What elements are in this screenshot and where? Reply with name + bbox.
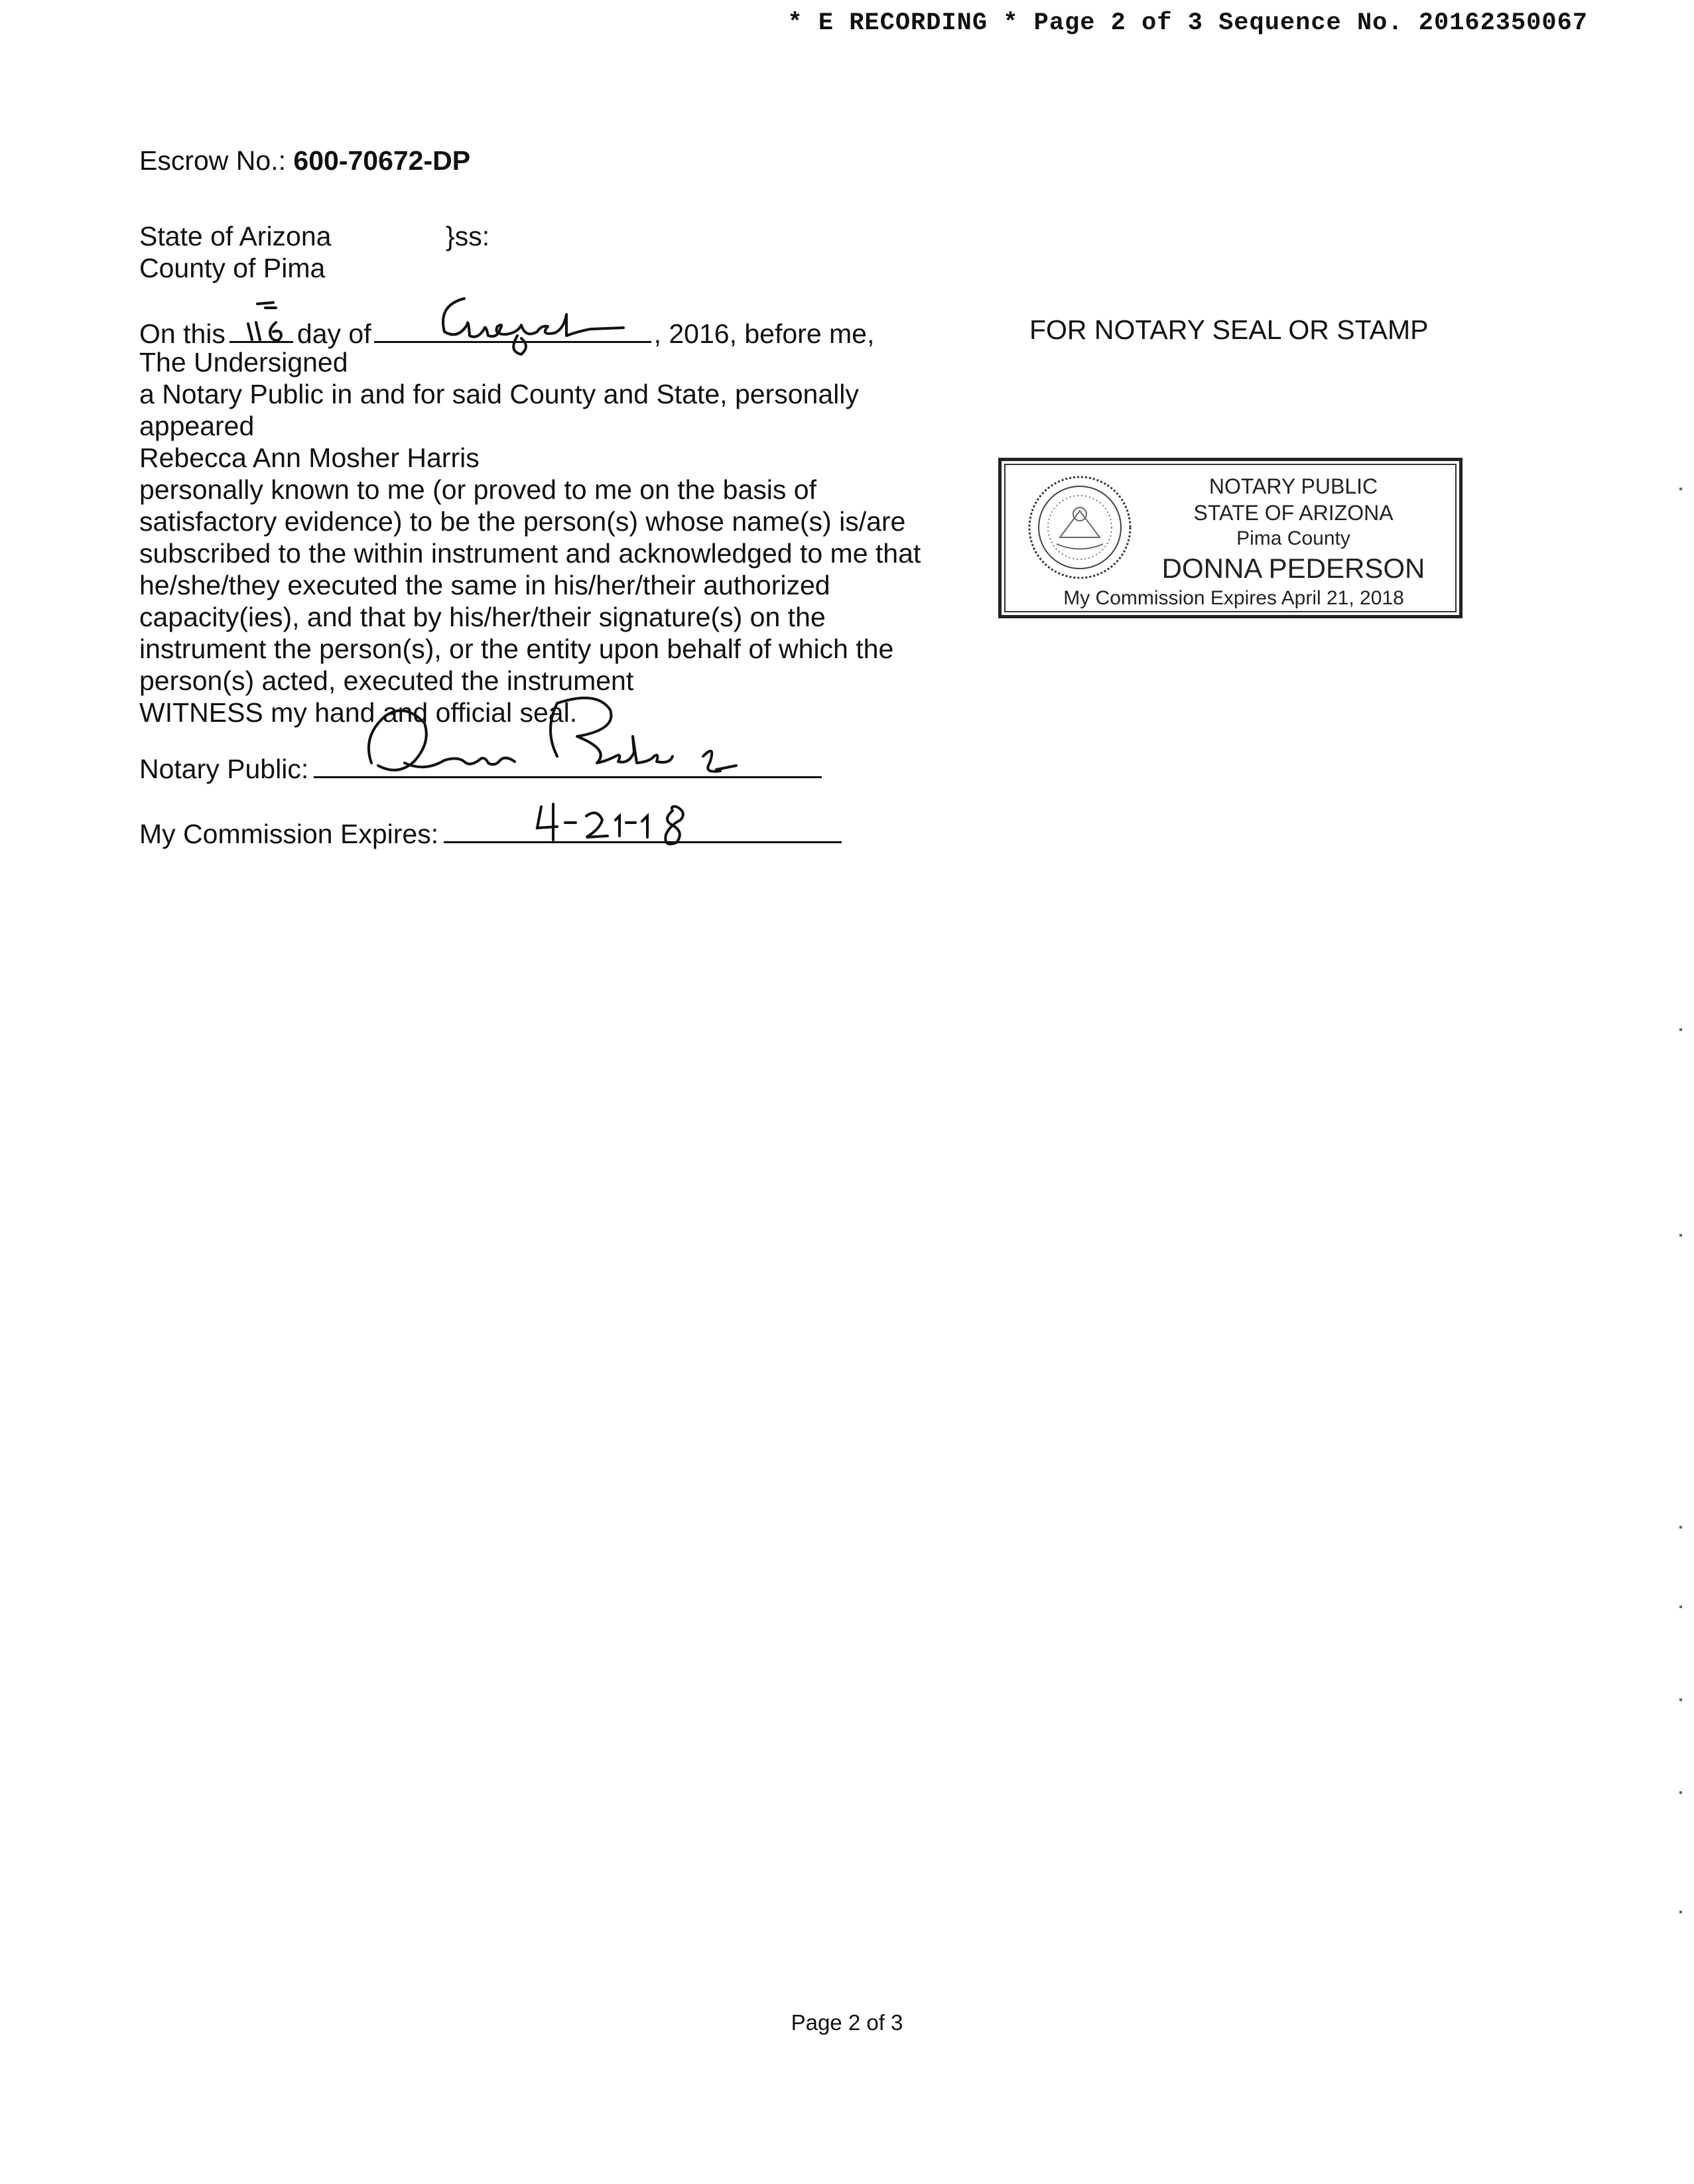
county-line: County of Pima — [139, 253, 326, 283]
para-line: appeared — [139, 411, 255, 441]
acknowledgment-paragraph — [139, 378, 982, 728]
scan-speck — [1679, 1791, 1682, 1794]
para-line: Rebecca Ann Mosher Harris — [139, 443, 480, 473]
para-line: he/she/they executed the same in his/her/their authorized — [139, 570, 830, 600]
stamp-county: Pima County — [1236, 527, 1350, 549]
handwritten-day — [239, 285, 298, 345]
scan-speck — [1679, 1028, 1682, 1031]
scan-speck — [1679, 1911, 1682, 1913]
para-line: satisfactory evidence) to be the person(s) whose name(s) is/are — [139, 506, 906, 537]
commission-expires-line — [139, 815, 842, 850]
ss-mark: }ss: — [446, 221, 490, 251]
state-seal-icon — [1027, 474, 1133, 580]
escrow-number-line — [139, 145, 470, 176]
year-before-me-text: , 2016, before me, — [653, 318, 875, 349]
commission-expires-label: My Commission Expires: — [139, 819, 439, 849]
handwritten-notary-signature — [358, 683, 796, 796]
para-line: subscribed to the within instrument and acknowledged to me that — [139, 538, 921, 569]
scan-speck — [1679, 1526, 1682, 1529]
handwritten-month — [424, 285, 650, 358]
para-line: personally known to me (or proved to me on the basis of — [139, 474, 816, 505]
seal-heading: FOR NOTARY SEAL OR STAMP — [1029, 314, 1429, 345]
para-line: a Notary Public in and for said County and State, personally — [139, 379, 859, 409]
scan-speck — [1679, 1698, 1682, 1701]
notary-public-label: Notary Public: — [139, 754, 309, 784]
scan-speck — [1679, 488, 1682, 490]
on-this-text: On this — [139, 318, 226, 349]
para-line: WITNESS my hand and official seal. — [139, 697, 578, 728]
stamp-notary-name: DONNA PEDERSON — [1161, 553, 1425, 584]
escrow-label: Escrow No.: — [139, 145, 286, 176]
escrow-number: 600-70672-DP — [293, 145, 471, 176]
undersigned-line: The Undersigned — [139, 347, 348, 377]
stamp-expiration: My Commission Expires April 21, 2018 — [1063, 587, 1404, 609]
scan-speck — [1679, 1605, 1682, 1608]
recording-header: * E RECORDING * Page 2 of 3 Sequence No. 20162350067 — [787, 9, 1588, 37]
stamp-state: STATE OF ARIZONA — [1193, 501, 1394, 525]
state-line: State of Arizona — [139, 221, 332, 251]
para-line: instrument the person(s), or the entity upon behalf of which the — [139, 634, 894, 664]
day-of-text: day of — [296, 318, 371, 349]
para-line: person(s) acted, executed the instrument — [139, 665, 634, 696]
page-number-footer: Page 2 of 3 — [791, 2010, 903, 2035]
notary-stamp — [998, 458, 1463, 618]
handwritten-expiration — [531, 793, 730, 853]
para-line: capacity(ies), and that by his/her/their signature(s) on the — [139, 602, 826, 632]
stamp-title: NOTARY PUBLIC — [1208, 474, 1378, 498]
scan-speck — [1679, 1234, 1682, 1237]
